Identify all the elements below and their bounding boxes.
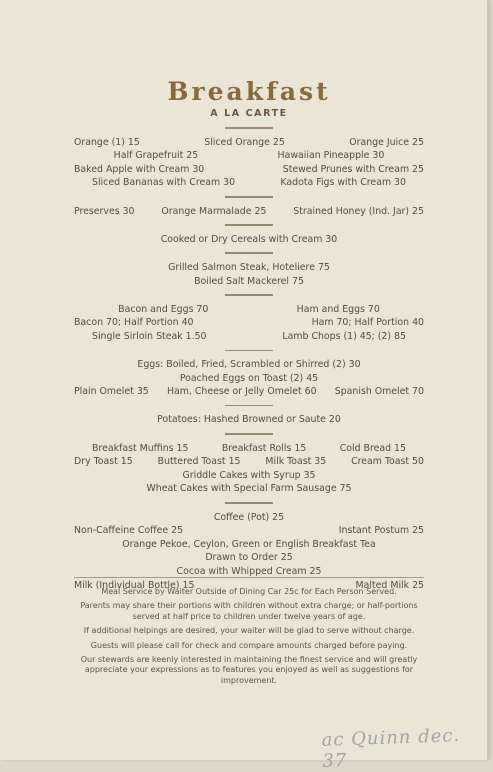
menu-row (74, 205, 424, 219)
menu-row (74, 538, 424, 552)
menu-row (74, 482, 424, 496)
menu-row (74, 163, 424, 177)
menu-row (74, 385, 424, 399)
menu-subtitle: A LA CARTE (210, 108, 288, 119)
menu-item: Plain Omelet 35 (74, 386, 149, 398)
menu-row (74, 511, 424, 525)
footer-rule (74, 577, 424, 578)
divider (225, 405, 273, 407)
menu-item: Griddle Cakes with Syrup 35 (182, 469, 316, 481)
menu-row (74, 358, 424, 372)
menu-row (74, 136, 424, 150)
menu-item: Cocoa with Whipped Cream 25 (176, 566, 322, 577)
menu-item: Spanish Omelet 70 (334, 386, 424, 398)
menu-item: Milk (Individual Bottle) 15 (74, 579, 195, 591)
menu-item: Eggs: Boiled, Fried, Scrambled or Shirred (2) 30 (137, 359, 361, 371)
divider (225, 294, 273, 296)
menu-item: Non-Caffeine Coffee 25 (74, 525, 184, 537)
footer-note: Meal Service by Waiter Outside of Dining Car 25c for Each Person Served. (101, 587, 397, 596)
menu-item: Poached Eggs on Toast (2) 45 (179, 372, 319, 384)
menu-row (74, 330, 424, 344)
menu-item: Dry Toast 15 (74, 456, 133, 468)
menu-row (74, 413, 424, 427)
menu-row (74, 551, 424, 565)
menu-row (74, 316, 424, 330)
menu-item: Orange Juice 25 (349, 136, 424, 148)
menu-item: Malted Milk 25 (355, 579, 424, 591)
menu-item: Buttered Toast 15 (157, 456, 241, 468)
footer-note: Our stewards are keenly interested in maintaining the finest service and will greatly appreciate your expressions as to features you enjoyed as well as suggestions for improvement. (80, 655, 418, 685)
menu-row (74, 372, 424, 386)
menu-row (74, 233, 424, 247)
menu-item: Grilled Salmon Steak, Hoteliere 75 (168, 261, 330, 273)
divider (225, 127, 273, 129)
menu-row (74, 176, 424, 190)
menu-row (74, 149, 424, 163)
menu-item: Preserves 30 (74, 205, 135, 217)
menu-item: Coffee (Pot) 25 (213, 511, 285, 523)
divider (225, 224, 273, 226)
menu-row (74, 469, 424, 483)
menu-item: Potatoes: Hashed Browned or Saute 20 (157, 414, 341, 426)
menu-item: Drawn to Order 25 (205, 552, 293, 564)
menu-row (74, 261, 424, 275)
menu-item: Bacon and Eggs 70 (118, 303, 209, 315)
menu-item: Boiled Salt Mackerel 75 (194, 275, 304, 287)
menu-item: Sliced Bananas with Cream 30 (92, 177, 236, 189)
menu-item: Bacon 70; Half Portion 40 (74, 317, 194, 329)
divider (225, 502, 273, 504)
menu-item: Orange Pekoe, Ceylon, Green or English Breakfast Tea (122, 538, 376, 550)
menu-footer (74, 586, 424, 690)
menu-item: Lamb Chops (1) 45; (2) 85 (282, 330, 406, 342)
footer-note: Guests will please call for check and compare amounts charged before paying. (90, 640, 408, 650)
menu-item: Sliced Orange 25 (204, 136, 285, 148)
menu-item: Strained Honey (Ind. Jar) 25 (293, 205, 424, 217)
menu-item: Ham and Eggs 70 (296, 303, 380, 315)
menu-item: Single Sirloin Steak 1.50 (92, 330, 207, 342)
menu-title: Breakfast (167, 77, 331, 106)
footer-note: If additional helpings are desired, your waiter will be glad to serve without charge. (83, 626, 415, 636)
footer-note: Parents may share their portions with children without extra charge; or half-portions served at half price to children under twelve years of age. (80, 601, 418, 621)
divider (225, 433, 273, 435)
menu-item: Cold Bread 15 (339, 442, 406, 454)
menu-item: Ham, Cheese or Jelly Omelet 60 (166, 386, 317, 398)
menu-item: Cooked or Dry Cereals with Cream 30 (160, 233, 338, 245)
menu-item: Milk Toast 35 (265, 456, 327, 468)
menu-item: Kadota Figs with Cream 30 (280, 177, 406, 189)
menu-item: Instant Postum 25 (338, 525, 424, 537)
menu-item: Baked Apple with Cream 30 (74, 163, 205, 175)
menu-item: Breakfast Rolls 15 (221, 442, 307, 454)
menu-row (74, 442, 424, 456)
menu-item: Cream Toast 50 (351, 456, 424, 468)
fruits-section (74, 136, 424, 190)
menu-item: Breakfast Muffins 15 (92, 442, 189, 454)
menu-row (74, 455, 424, 469)
divider (225, 196, 273, 198)
menu-item: Orange (1) 15 (74, 136, 140, 148)
divider (225, 350, 273, 352)
menu-row (74, 524, 424, 538)
menu-item: Ham 70; Half Portion 40 (311, 317, 424, 329)
divider (225, 252, 273, 254)
menu-item: Half Grapefruit 25 (113, 150, 199, 162)
menu-content (74, 74, 424, 592)
menu-item: Wheat Cakes with Special Farm Sausage 75 (146, 483, 352, 495)
menu-item: Hawaiian Pineapple 30 (277, 150, 385, 162)
handwritten-note: ac Quinn dec. 37 (321, 725, 461, 772)
menu-item: Stewed Prunes with Cream 25 (282, 163, 424, 175)
menu-row (74, 275, 424, 289)
menu-row (74, 303, 424, 317)
menu-item: Orange Marmalade 25 (161, 205, 267, 217)
